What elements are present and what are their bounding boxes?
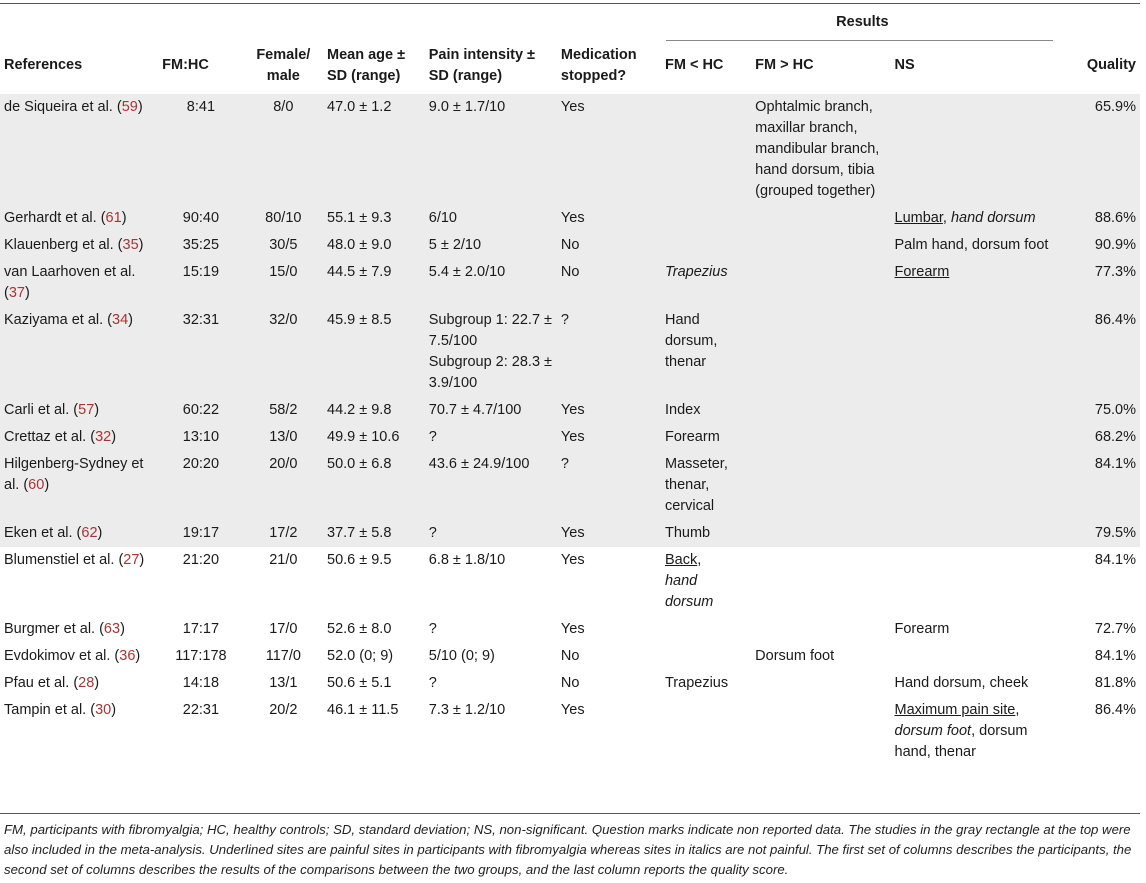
sex-cell: 20/2 [269,702,298,718]
fm-gt-hc-cell [751,397,890,424]
header-fm-lt-hc: FM < HC [664,57,724,73]
studies-table [0,3,1140,766]
sex-cell: 21/0 [269,552,298,568]
medication-cell: Yes [557,424,661,451]
sex-cell: 117/0 [265,648,301,664]
quality-cell: 86.4% [1094,702,1136,718]
fm-gt-hc-cell [751,547,890,616]
fm-gt-hc-cell [751,307,890,397]
sex-cell: 20/0 [244,451,323,520]
pain-cell: 43.6 ± 24.9/100 [425,451,557,520]
fm-gt-hc-cell: Ophtalmic branch, maxillar branch, mandibular branch, hand dorsum, tibia (grouped together) [751,94,890,205]
age-cell: 55.1 ± 9.3 [323,205,425,232]
pain-cell: 70.7 ± 4.7/100 [425,397,557,424]
quality-cell: 72.7% [1094,621,1136,637]
ns-cell: Maximum pain site, dorsum foot, dorsum hand, thenar [894,702,1028,760]
sex-cell: 58/2 [244,397,323,424]
table-row [0,616,1140,643]
bottom-rule [0,813,1140,814]
ref-cell: Burgmer et al. (63) [4,621,125,637]
fm-gt-hc-cell [751,520,890,547]
table-footnote: FM, participants with fibromyalgia; HC, healthy controls; SD, standard deviation; NS, non-significant. Question marks indicate non reported data. The studies in the gray rectangle at the top were also included in the meta-analysis. Underlined sites are painful sites in participants with fibromyalgia whereas sites in italics are not painful. The first set of columns describes the participants, the second set of columns describes the results of the comparisons between the two groups, and the last column reports the quality score. [4,822,1132,877]
fm-gt-hc-cell [751,232,890,259]
age-cell: 50.0 ± 6.8 [323,451,425,520]
ns-cell: Forearm [894,621,950,637]
fm-gt-hc-cell [751,616,890,643]
ratio-cell: 19:17 [158,520,244,547]
pain-cell: 6/10 [425,205,557,232]
fm-lt-hc-cell: Masseter, thenar, cervical [661,451,751,520]
header-mean-age: Mean age ± SD (range) [327,47,406,84]
medication-cell: Yes [560,702,585,718]
table-row [0,547,1140,616]
pain-cell: ? [425,424,557,451]
table-row [0,697,1140,766]
medication-cell: Yes [560,621,585,637]
ratio-cell: 8:41 [158,94,244,205]
ns-cell [891,547,1064,616]
medication-cell: ? [557,451,661,520]
age-cell: 46.1 ± 11.5 [327,702,399,718]
ref-cell: Evdokimov et al. (36) [4,648,141,664]
sex-cell: 17/2 [244,520,323,547]
quality-cell: 65.9% [1064,94,1140,205]
sex-cell: 15/0 [244,259,323,307]
header-medication: Medication stopped? [560,47,637,84]
fm-gt-hc-cell [751,670,890,697]
medication-cell: Yes [557,205,661,232]
ns-cell [891,520,1064,547]
fm-gt-hc-cell [751,205,890,232]
table-row [0,307,1140,397]
fm-lt-hc-cell: Hand dorsum, thenar [661,307,751,397]
pain-cell: 7.3 ± 1.2/10 [428,702,506,718]
ratio-cell: 22:31 [182,702,220,718]
pain-cell: ? [425,520,557,547]
medication-cell: Yes [557,520,661,547]
age-cell: 45.9 ± 8.5 [323,307,425,397]
pain-cell: 5 ± 2/10 [425,232,557,259]
ns-cell [891,451,1064,520]
medication-cell: ? [557,307,661,397]
pain-cell: 5/10 (0; 9) [428,648,495,664]
sex-cell: 8/0 [244,94,323,205]
medication-cell: Yes [557,397,661,424]
quality-cell: 88.6% [1064,205,1140,232]
quality-cell: 79.5% [1064,520,1140,547]
ns-cell: Forearm [891,259,1064,307]
fm-lt-hc-cell: Forearm [661,424,751,451]
quality-cell: 84.1% [1094,648,1136,664]
ratio-cell: 32:31 [158,307,244,397]
header-female-male: Female/ male [256,47,311,84]
medication-cell: No [557,259,661,307]
table-row [0,424,1140,451]
ref-cell: van Laarhoven et al. (37) [0,259,158,307]
sex-cell: 32/0 [244,307,323,397]
ratio-cell: 117:178 [175,648,227,664]
sex-cell: 13/1 [269,675,298,691]
ref-cell: Blumenstiel et al. (27) [4,552,145,568]
ratio-cell: 60:22 [158,397,244,424]
header-pain-intensity: Pain intensity ± SD (range) [428,47,536,84]
fm-gt-hc-cell [751,259,890,307]
ratio-cell: 14:18 [182,675,220,691]
ratio-cell: 17:17 [182,621,220,637]
ratio-cell: 90:40 [158,205,244,232]
ns-cell: Hand dorsum, cheek [894,675,1029,691]
fm-gt-hc-cell [751,424,890,451]
medication-cell: Yes [560,552,585,568]
fm-lt-hc-cell: Trapezius [664,675,729,691]
quality-cell: 84.1% [1064,451,1140,520]
age-cell: 50.6 ± 5.1 [327,675,392,691]
quality-cell: 86.4% [1064,307,1140,397]
fm-lt-hc-cell: Trapezius [661,259,751,307]
ns-cell [891,424,1064,451]
ref-cell: de Siqueira et al. (59) [0,94,158,205]
quality-cell: 84.1% [1094,552,1136,568]
ref-cell: Hilgenberg-Sydney et al. (60) [0,451,158,520]
ref-cell: Crettaz et al. (32) [0,424,158,451]
fm-lt-hc-cell [661,205,751,232]
age-cell: 47.0 ± 1.2 [323,94,425,205]
sex-cell: 17/0 [269,621,298,637]
ratio-cell: 13:10 [158,424,244,451]
pain-cell: ? [428,621,437,637]
ns-cell: Lumbar, hand dorsum [891,205,1064,232]
ns-cell [891,307,1064,397]
pain-cell: 6.8 ± 1.8/10 [428,552,506,568]
pain-cell: ? [428,675,437,691]
age-cell: 44.5 ± 7.9 [323,259,425,307]
ns-cell: Palm hand, dorsum foot [891,232,1064,259]
table-row [0,397,1140,424]
fm-gt-hc-cell: Dorsum foot [755,648,835,664]
fm-lt-hc-cell: Thumb [661,520,751,547]
ratio-cell: 15:19 [158,259,244,307]
ref-cell: Kaziyama et al. (34) [0,307,158,397]
fm-lt-hc-cell [661,643,751,670]
pain-cell: Subgroup 1: 22.7 ± 7.5/100 Subgroup 2: 28.3 ± 3.9/100 [425,307,557,397]
table-row [0,520,1140,547]
age-cell: 48.0 ± 9.0 [323,232,425,259]
age-cell: 49.9 ± 10.6 [323,424,425,451]
fm-lt-hc-cell: Index [661,397,751,424]
table-row [0,94,1140,205]
quality-cell: 81.8% [1094,675,1136,691]
header-fm-gt-hc: FM > HC [755,57,814,73]
ref-cell: Tampin et al. (30) [4,702,117,718]
sex-cell: 30/5 [244,232,323,259]
header-references: References [4,57,83,73]
quality-cell: 77.3% [1064,259,1140,307]
ref-cell: Pfau et al. (28) [4,675,100,691]
age-cell: 52.0 (0; 9) [327,648,394,664]
ref-cell: Gerhardt et al. (61) [0,205,158,232]
fm-gt-hc-cell [751,697,890,766]
age-cell: 44.2 ± 9.8 [323,397,425,424]
ref-cell: Carli et al. (57) [0,397,158,424]
quality-cell: 68.2% [1064,424,1140,451]
age-cell: 50.6 ± 9.5 [327,552,392,568]
medication-cell: No [560,675,580,691]
age-cell: 52.6 ± 8.0 [327,621,392,637]
fm-gt-hc-cell [751,451,890,520]
table-row [0,259,1140,307]
ratio-cell: 20:20 [158,451,244,520]
ratio-cell: 21:20 [182,552,220,568]
fm-lt-hc-cell: Back, hand dorsum [664,552,714,610]
ref-cell: Eken et al. (62) [0,520,158,547]
fm-lt-hc-cell [661,697,751,766]
ratio-cell: 35:25 [158,232,244,259]
pain-cell: 5.4 ± 2.0/10 [425,259,557,307]
age-cell: 37.7 ± 5.8 [323,520,425,547]
pain-cell: 9.0 ± 1.7/10 [425,94,557,205]
sex-cell: 13/0 [244,424,323,451]
table-row [0,451,1140,520]
table-row [0,670,1140,697]
sex-cell: 80/10 [244,205,323,232]
quality-cell: 75.0% [1064,397,1140,424]
ns-cell [891,397,1064,424]
ns-cell [891,643,1064,670]
results-header: Results [836,13,889,30]
header-quality: Quality [1086,57,1136,73]
fm-lt-hc-cell [661,94,751,205]
header-ns: NS [894,57,915,73]
medication-cell: No [557,232,661,259]
medication-cell: Yes [557,94,661,205]
medication-cell: No [560,648,580,664]
ref-cell: Klauenberg et al. (35) [0,232,158,259]
fm-lt-hc-cell [661,232,751,259]
quality-cell: 90.9% [1064,232,1140,259]
table-row [0,232,1140,259]
header-fm-hc: FM:HC [162,57,209,73]
table-row [0,205,1140,232]
fm-lt-hc-cell [661,616,751,643]
table-row [0,643,1140,670]
ns-cell [891,94,1064,205]
